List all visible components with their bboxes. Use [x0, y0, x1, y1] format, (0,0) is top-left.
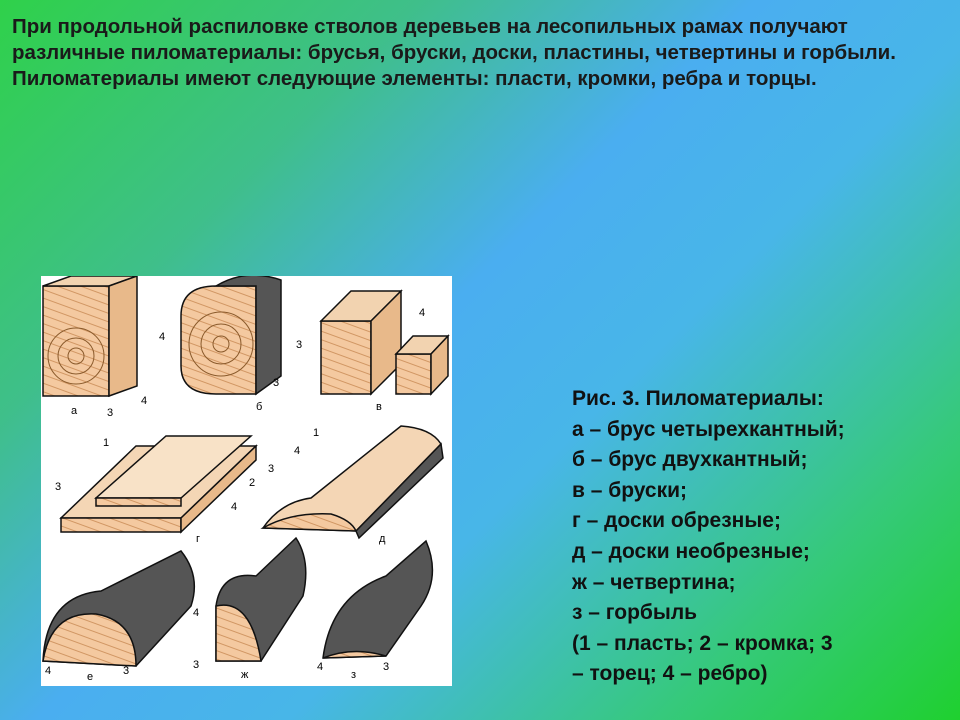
caption-item-g: г – доски обрезные;: [572, 509, 781, 533]
panel-z-num-4: 4: [317, 661, 324, 673]
panel-g-num-3: 3: [55, 481, 62, 493]
panel-g-num-1: 1: [103, 437, 110, 449]
panel-b-num-3: 3: [273, 377, 280, 389]
lumber-drawing: [41, 276, 452, 686]
panel-g-num-2: 2: [249, 477, 256, 489]
panel-a-beam: [43, 276, 147, 419]
panel-v-num-4: 4: [419, 307, 426, 319]
panel-e-letter: е: [87, 671, 94, 683]
intro-text: [12, 14, 942, 92]
caption-legend-2: – торец; 4 – ребро): [572, 662, 768, 686]
caption-item-d: д – доски необрезные;: [572, 539, 810, 563]
lumber-illustration: [41, 276, 452, 686]
intro-line-1: При продольной распиловке стволов деревьев на лесопильных рамах получают: [12, 15, 848, 38]
panel-d-num-3: 3: [268, 463, 275, 475]
caption-title: Рис. 3. Пиломатериалы:: [572, 387, 824, 410]
panel-e-num-3: 3: [123, 665, 130, 677]
panel-g-letter: г: [196, 533, 201, 545]
caption-item-zh: ж – четвертина;: [572, 570, 736, 594]
panel-e-num-4: 4: [45, 665, 52, 677]
caption-legend-1: (1 – пласть; 2 – кромка; 3: [572, 631, 833, 655]
caption-item-b: б – брус двухкантный;: [572, 448, 808, 472]
panel-v-letter: в: [376, 401, 382, 413]
panel-z-num-3: 3: [383, 661, 390, 673]
figure-caption: [572, 384, 942, 690]
panel-v-num-3: 3: [296, 339, 303, 351]
panel-b-letter: б: [256, 401, 263, 413]
panel-zh-quarter: [193, 538, 306, 681]
panel-a-num-4: 4: [141, 395, 148, 407]
panel-b-num-4: 4: [159, 331, 166, 343]
panel-v-bars: [296, 291, 448, 413]
panel-z-slab: [317, 541, 432, 681]
panel-zh-num-3: 3: [193, 659, 200, 671]
panel-zh-letter: ж: [241, 669, 249, 681]
panel-a-letter: а: [71, 405, 78, 417]
panel-d-letter: д: [379, 533, 386, 545]
panel-a-num-3: 3: [107, 407, 114, 419]
caption-item-z: з – горбыль: [572, 601, 698, 625]
panel-d-board: [263, 426, 443, 545]
panel-z-letter: з: [351, 669, 357, 681]
intro-line-3: Пиломатериалы имеют следующие элементы: пласти, кромки, ребра и торцы.: [12, 67, 817, 90]
panel-g-boards: [55, 436, 256, 545]
panel-b-beam: [159, 276, 281, 413]
intro-line-2: различные пиломатериалы: брусья, бруски, доски, пластины, четвертины и горбыли.: [12, 41, 896, 64]
caption-item-v: в – бруски;: [572, 478, 688, 502]
panel-d-num-1: 1: [313, 427, 320, 439]
panel-d-num-4: 4: [294, 445, 301, 457]
panel-g-num-4: 4: [231, 501, 238, 513]
panel-e-plate: [43, 551, 194, 683]
caption-item-a: а – брус четырехкантный;: [572, 417, 845, 441]
panel-zh-num-4: 4: [193, 607, 200, 619]
